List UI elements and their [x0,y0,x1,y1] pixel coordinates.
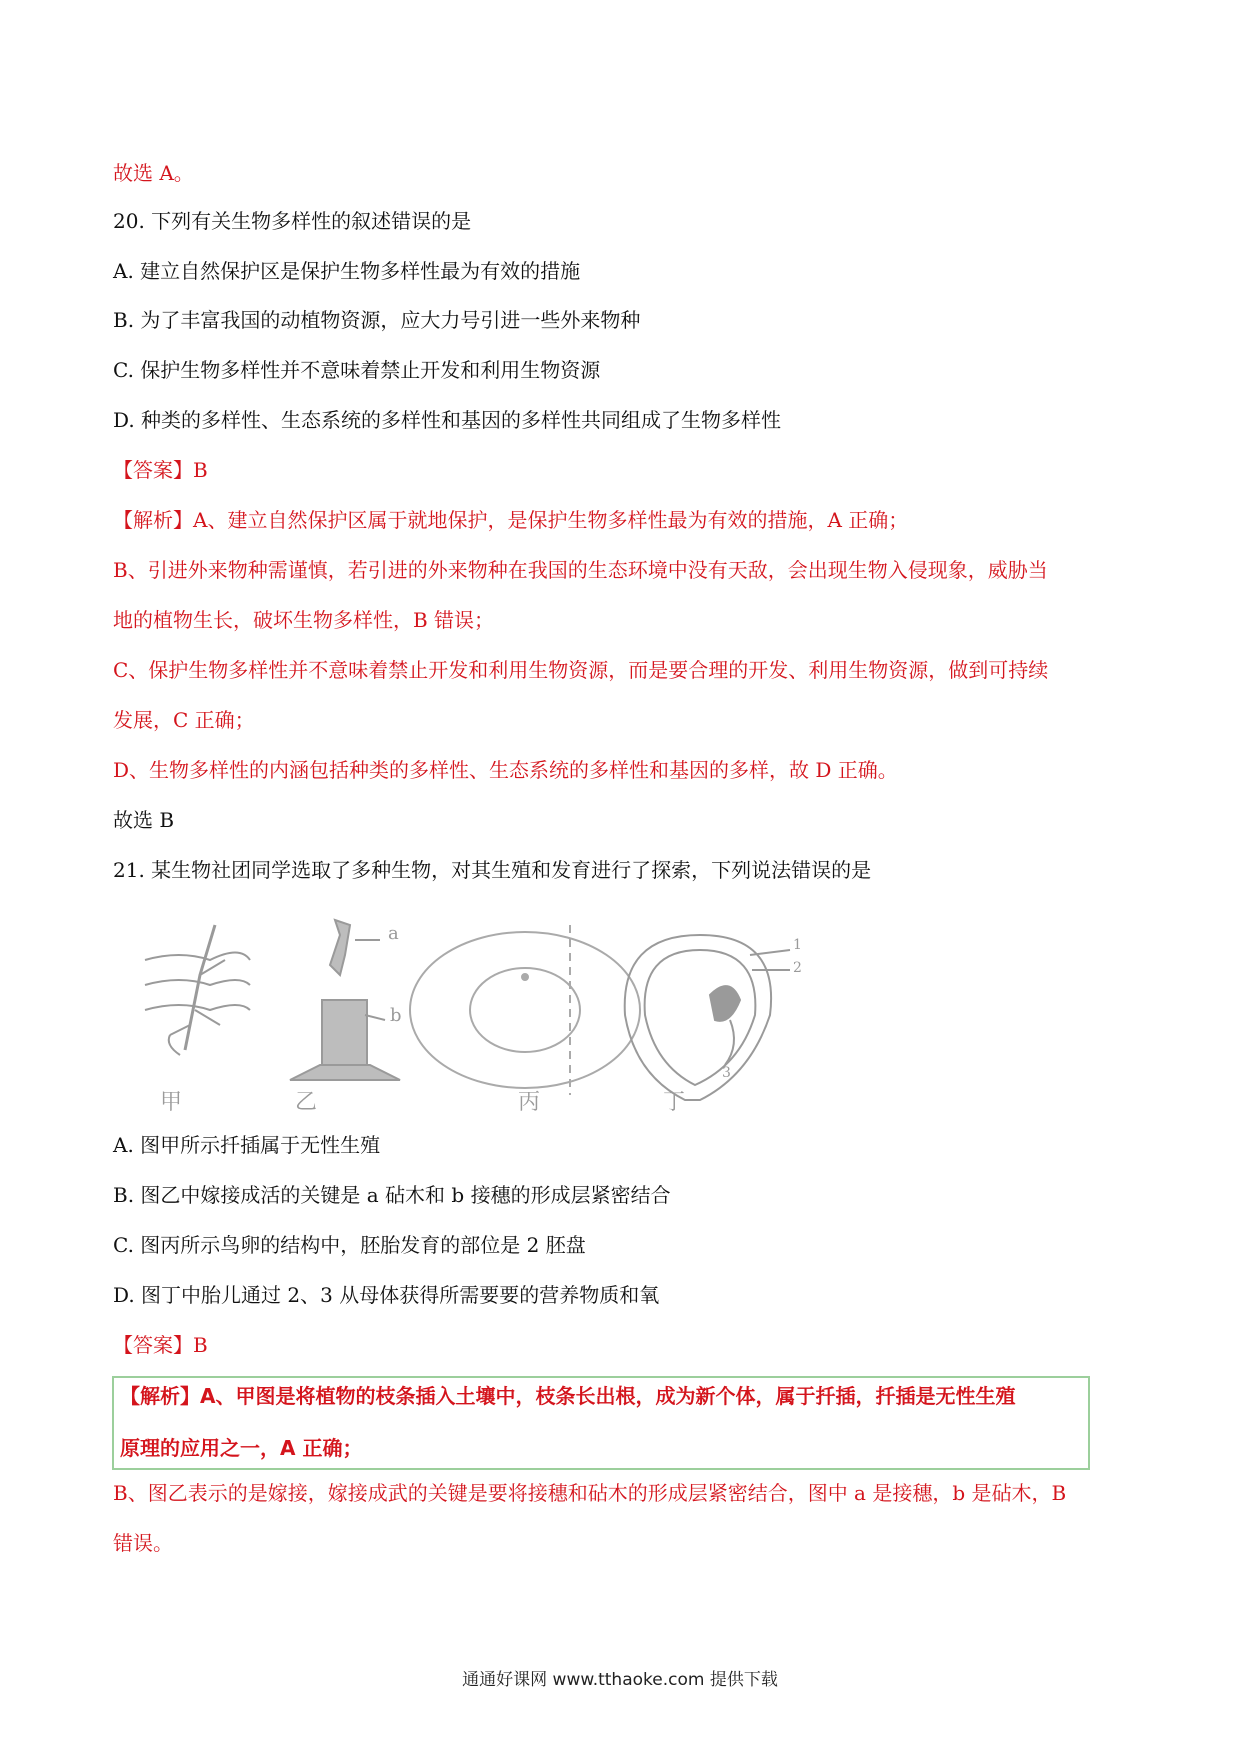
callout-2: 2 [793,960,802,976]
conclusion-20: 故选 B [113,808,175,832]
label-jia: 甲 [160,1090,183,1115]
explanation-20-c: C、保护生物多样性并不意味着禁止开发和利用生物资源，而是要合理的开发、利用生物资源，做到可持续 [113,658,1049,682]
option-20b: B. 为了丰富我国的动植物资源，应大力号引进一些外来物种 [113,308,641,332]
option-20a: A. 建立自然保护区是保护生物多样性最为有效的措施 [113,259,581,283]
explanation-20-d: D、生物多样性的内涵包括种类的多样性、生态系统的多样性和基因的多样，故 D 正确。 [113,758,898,782]
answer-21: 【答案】B [113,1333,208,1357]
label-ding: 丁 [663,1090,686,1115]
explanation-21-b: B、图乙表示的是嫁接，嫁接成武的关键是要将接穗和砧木的形成层紧密结合，图中 a 是接穗，b 是砧木，B [113,1481,1067,1505]
figure-drawings [140,915,880,1115]
callout-1: 1 [793,937,802,953]
question-20: 20. 下列有关生物多样性的叙述错误的是 [113,209,472,233]
explanation-20-b: B、引进外来物种需谨慎，若引进的外来物种在我国的生态环境中没有天敌，会出现生物入侵现象，威胁当 [113,558,1048,582]
explanation-20-c-cont: 发展，C 正确； [113,708,255,732]
option-20c: C. 保护生物多样性并不意味着禁止开发和利用生物资源 [113,358,601,382]
label-yi: 乙 [295,1090,318,1115]
conclusion-19: 故选 A。 [113,161,194,185]
callout-a: a [388,923,399,944]
grafting-diagram [290,920,400,1080]
option-21a: A. 图甲所示扦插属于无性生殖 [113,1133,381,1157]
option-20d: D. 种类的多样性、生态系统的多样性和基因的多样性共同组成了生物多样性 [113,408,782,432]
explanation-21-a: 【解析】A、甲图是将植物的枝条插入土壤中，枝条长出根，成为新个体，属于扦插，扦插是无性生殖 [120,1384,1016,1408]
page-footer: 通通好课网 www.tthaoke.com 提供下载 [462,1670,778,1690]
question-21: 21. 某生物社团同学选取了多种生物，对其生殖和发育进行了探索，下列说法错误的是 [113,858,872,882]
uterus-diagram [625,935,790,1100]
egg-diagram [410,925,640,1095]
answer-20: 【答案】B [113,458,208,482]
callout-3: 3 [722,1065,731,1081]
cutting-diagram [145,925,250,1055]
explanation-21-a-cont: 原理的应用之一，A 正确； [120,1436,363,1460]
callout-b: b [390,1005,402,1026]
reproduction-figure [140,915,880,1115]
explanation-21-box [112,1376,1090,1470]
explanation-20-b-cont: 地的植物生长，破坏生物多样性，B 错误； [113,608,495,632]
option-21b: B. 图乙中嫁接成活的关键是 a 砧木和 b 接穗的形成层紧密结合 [113,1183,671,1207]
option-21d: D. 图丁中胎儿通过 2、3 从母体获得所需要要的营养物质和氧 [113,1283,660,1307]
option-21c: C. 图丙所示鸟卵的结构中，胚胎发育的部位是 2 胚盘 [113,1233,586,1257]
explanation-20-a: 【解析】A、建立自然保护区属于就地保护，是保护生物多样性最为有效的措施，A 正确； [113,508,909,532]
explanation-21-b-cont: 错误。 [113,1531,173,1555]
label-bing: 丙 [518,1090,541,1115]
